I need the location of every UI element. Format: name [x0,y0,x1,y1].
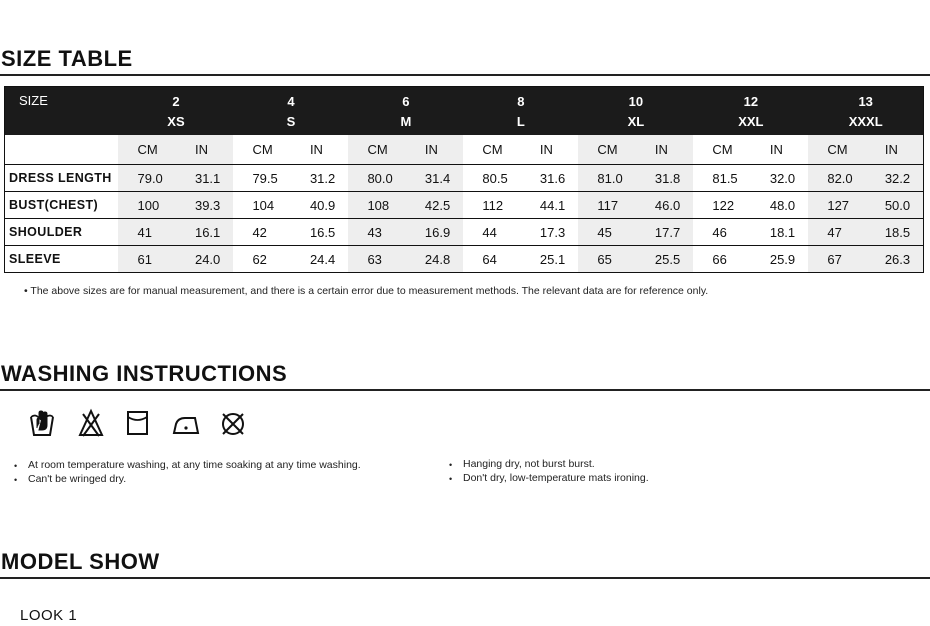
in-value: 39.3 [176,192,233,219]
unit-cm: CM [118,135,175,165]
table-row [5,192,924,219]
in-value: 40.9 [291,192,349,219]
cm-value: 47 [808,219,865,246]
do-not-bleach-icon [78,408,104,438]
size-header-l: 8 L [463,87,578,136]
low-temperature-iron-icon [171,408,201,438]
measurement-note: • The above sizes are for manual measurement, and there is a certain error due to measurement methods. The relevant data are for reference only. [24,285,709,297]
cm-value: 61 [118,246,175,273]
cm-value: 65 [578,246,635,273]
washing-instruction: • At room temperature washing, at any time soaking at any time washing. [13,458,361,472]
in-value: 31.1 [176,165,233,192]
cm-value: 66 [712,251,727,267]
cm-value: 79.5 [233,165,290,192]
size-header-xxl: 12 XXL [693,87,808,136]
do-not-tumble-dry-icon [220,408,248,438]
cm-value: 80.0 [348,165,405,192]
unit-in: IN [291,135,349,165]
table-row [5,246,924,273]
model-show-divider [0,577,930,579]
cm-value: 82.0 [808,165,865,192]
washing-list-right [448,457,649,485]
cm-value: 67 [808,246,865,273]
cm-value: 108 [348,192,405,219]
unit-in: IN [866,135,924,165]
size-header-xl: 10 XL [578,87,693,136]
cm-value: 104 [233,192,290,219]
in-value: 26.3 [866,246,924,273]
in-value: 16.5 [291,219,349,246]
in-value: 32.0 [751,165,809,192]
hang-dry-icon [126,408,150,438]
size-table [4,86,924,273]
unit-in: IN [751,135,809,165]
unit-in: IN [406,135,463,165]
unit-in: IN [176,135,233,165]
hand-wash-icon [28,408,56,438]
row-label: BUST(CHEST) [5,192,119,219]
cm-value: 64 [482,251,497,267]
in-value: 31.4 [406,165,463,192]
in-value: 24.8 [406,246,463,273]
unit-in: IN [636,135,693,165]
washing-instruction: • Can't be wringed dry. [13,472,361,486]
in-value: 24.0 [176,246,233,273]
unit-cm: CM [808,135,865,165]
cm-value: 117 [578,192,635,219]
washing-title: WASHING INSTRUCTIONS [1,361,288,386]
in-value: 31.8 [636,165,693,192]
look-label: LOOK 1 [20,607,78,624]
cm-value: 63 [348,246,405,273]
washing-instruction: • Hanging dry, not burst burst. [448,457,649,471]
row-label: SHOULDER [5,219,119,246]
washing-instruction: • Don't dry, low-temperature mats ironing. [448,471,649,485]
cm-value: 43 [348,219,405,246]
unit-cm: CM [578,135,635,165]
cm-value: 81.5 [693,165,750,192]
size-table-divider [0,74,930,76]
in-value: 32.2 [866,165,924,192]
unit-in: IN [521,135,579,165]
in-value: 42.5 [406,192,463,219]
in-value: 16.9 [406,219,463,246]
in-value: 17.7 [636,219,693,246]
size-header-xxxl: 13 XXXL [808,87,923,136]
in-value: 48.0 [751,192,809,219]
cm-value: 81.0 [578,165,635,192]
unit-cm: CM [693,135,750,165]
unit-row [5,135,924,165]
size-header-m: 6 M [348,87,463,136]
size-corner-header: SIZE [5,87,119,136]
table-row [5,165,924,192]
cm-value: 80.5 [463,165,520,192]
in-value: 25.9 [769,251,796,267]
in-value: 50.0 [866,192,924,219]
row-label: SLEEVE [9,252,61,266]
in-value: 18.5 [866,219,924,246]
in-value: 24.4 [309,251,336,267]
size-header-s: 4 S [233,87,348,136]
in-value: 44.1 [521,192,579,219]
in-value: 16.1 [176,219,233,246]
model-show-title: MODEL SHOW [1,549,160,574]
washing-list-left [13,458,361,486]
cm-value: 100 [118,192,175,219]
table-row [5,219,924,246]
in-value: 31.6 [521,165,579,192]
in-value: 17.3 [521,219,579,246]
in-value: 25.1 [539,251,566,267]
cm-value: 127 [808,192,865,219]
cm-value: 79.0 [118,165,175,192]
size-header-xs: 2 XS [118,87,233,136]
unit-cm: CM [463,135,520,165]
row-label: DRESS LENGTH [5,165,119,192]
cm-value: 41 [118,219,175,246]
cm-value: 45 [578,219,635,246]
unit-cm: CM [348,135,405,165]
cm-value: 42 [233,219,290,246]
size-header-row [5,87,924,136]
unit-row-blank [5,135,119,165]
cm-value: 112 [463,192,520,219]
cm-value: 122 [693,192,750,219]
washing-divider [0,389,930,391]
cm-value: 46 [693,219,750,246]
in-value: 31.2 [291,165,349,192]
size-table-title: SIZE TABLE [1,46,133,71]
cm-value: 44 [463,219,520,246]
cm-value: 62 [252,251,267,267]
in-value: 25.5 [636,246,693,273]
unit-cm: CM [233,135,290,165]
in-value: 18.1 [751,219,809,246]
in-value: 46.0 [636,192,693,219]
